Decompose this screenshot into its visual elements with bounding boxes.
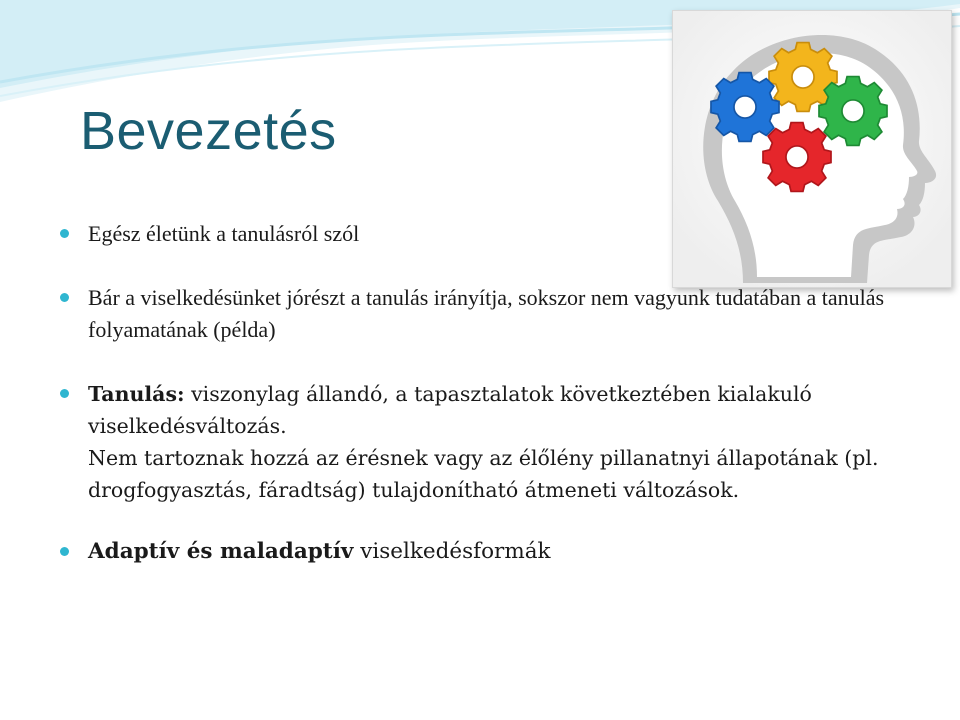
bullet-lead: Tanulás:: [88, 382, 185, 406]
bullet-text: viselkedésformák: [353, 539, 551, 564]
bullet-list: [56, 208, 896, 568]
green-gear-icon: [819, 77, 887, 146]
slide-title: Bevezetés: [80, 101, 337, 161]
bullet-lead: Adaptív és maladaptív: [88, 539, 354, 564]
bullet-item: [56, 536, 896, 568]
bullet-item: [56, 218, 896, 250]
bullet-text: Bár a viselkedésünket jórészt a tanulás irányítja, sokszor nem vagyunk tudatában a tanulás folyamatának (példa): [88, 285, 885, 342]
bullet-text-continued: Nem tartoznak hozzá az érésnek vagy az élőlény pillanatnyi állapotának (pl. drogfogyasztás, fáradtság) tulajdonítható átmeneti változások.: [88, 446, 879, 502]
bullet-text: Egész életünk a tanulásról szól: [88, 221, 360, 246]
bullet-text: viszonylag állandó, a tapasztalatok következtében kialakuló viselkedésváltozás.: [88, 382, 812, 438]
red-gear-icon: [763, 123, 831, 192]
bullet-item: [56, 282, 896, 346]
bullet-item-definition: [56, 378, 896, 506]
blue-gear-icon: [711, 73, 779, 142]
